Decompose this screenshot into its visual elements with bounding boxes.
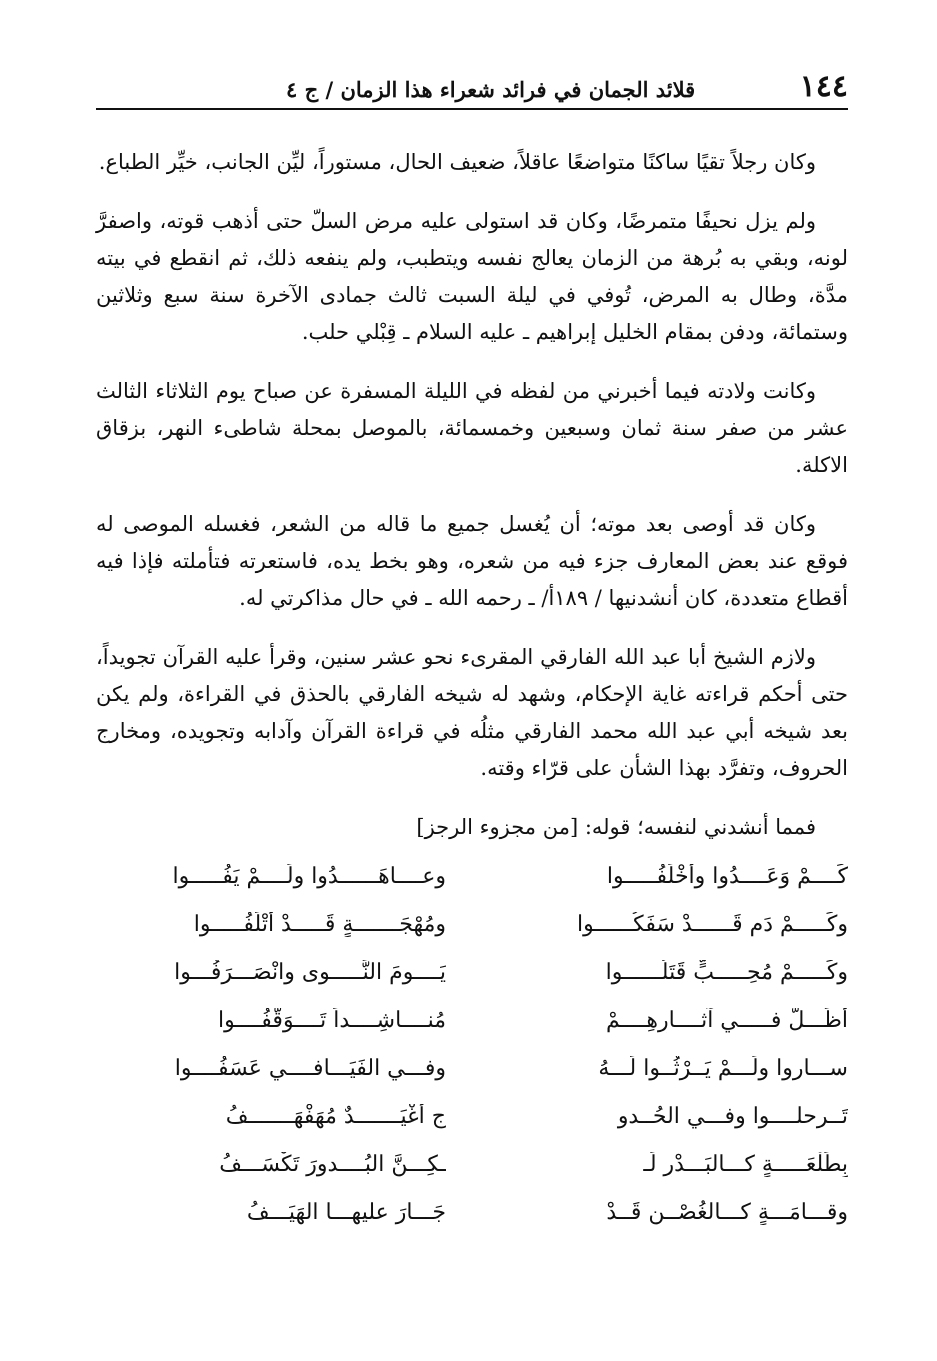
- poem: [96, 852, 848, 1236]
- paragraph: وكانت ولادته فيما أخبرني من لفظه في الليلة المسفرة عن صباح يوم الثلاثاء الثالث عشر من صفر سنة ثمان وسبعين وخمسمائة، بالموصل بمحلة شاطىء النهر، بزقاق الاكلة.: [96, 379, 848, 477]
- second-hemistich: ومُهْجَـــــــةٍ قَـــــدْ أَتْلَفُـــــوا: [193, 911, 446, 937]
- poem-verse: [96, 1140, 848, 1188]
- first-hemistich: أَظَـــلُّ فـــــي آثــــارِهِــــمْ: [605, 1007, 848, 1033]
- first-hemistich: ســـاروا ولَـــمْ يَــرْثُــوا لَـــهُ: [598, 1055, 848, 1081]
- poem-verse: [96, 1044, 848, 1092]
- poem-verse: [96, 852, 848, 900]
- second-hemistich: جَـــارَ عليهـــا الهَيَـــفُ: [246, 1199, 446, 1225]
- first-hemistich: وكَـــــمْ دَمٍ قَــــــدْ سَفَكُــــــوا: [577, 911, 848, 937]
- paragraph: ولم يزل نحيفًا متمرضًا، وكان قد استولى عليه مرض السلّ حتى أذهب قوته، واصفرَّ لونه، وبقي به بُرهة من الزمان يعالج نفسه ويتطبب، ولم ينفعه ذلك، ثم انقطع في بيته مدَّة، وطال به المرض، تُوفي في ليلة السبت ثالث جمادى الآخرة سنة سبع وثلاثين وستمائة، ودفن بمقام الخليل إبراهيم ـ عليه السلام ـ قِبْلي حلب.: [96, 209, 848, 344]
- running-title: قلائد الجمان في فرائد شعراء هذا الزمان / ج ٤: [286, 76, 696, 102]
- poem-verse: [96, 1092, 848, 1140]
- page-header: [96, 58, 848, 110]
- book-page: [96, 58, 848, 1236]
- second-hemistich: وعــــاهَــــــدُوا ولَــــمْ يَفُـــــوا: [172, 863, 446, 889]
- first-hemistich: وقـــامَـــةٍ كـــالغُصْــنِ قَــدْ: [606, 1199, 848, 1225]
- paragraph: وكان رجلاً تقيًا ساكنًا متواضعًا عاقلاً، ضعيف الحال، مستوراً، ليِّن الجانب، خيِّر الطباع.: [98, 150, 816, 174]
- poem-verse: [96, 996, 848, 1044]
- second-hemistich: جِ أَغْيَـــــــدٌ مُهَفْهَـــــــفُ: [225, 1103, 446, 1129]
- paragraph: وكان قد أوصى بعد موته؛ أن يُغسل جميع ما قاله من الشعر، فغسله الموصى له فوقع عند بعض المعارف جزء فيه من شعره، وهو بخط يده، فاستعرته فتأملته فإذا فيه أقطاع متعددة، كان أنشدنيها / ١٨٩أ/ ـ رحمه الله ـ في حال مذاكرتي له.: [96, 512, 848, 610]
- body-text: [96, 144, 848, 1236]
- first-hemistich: تَــرحلــــوا وفـــي الحُــدو: [617, 1103, 848, 1129]
- poem-verse: [96, 1188, 848, 1236]
- second-hemistich: مُنــــاشِــــداً تَــــوَقَّفُــــوا: [218, 1007, 446, 1033]
- poem-verse: [96, 948, 848, 996]
- paragraph: ولازم الشيخ أبا عبد الله الفارقي المقرىء نحو عشر سنين، وقرأ عليه القرآن تجويداً، حتى أحكم قراءته غاية الإحكام، وشهد له شيخه الفارقي بالحذق في القراءة، ولم يكن بعد شيخه أبي عبد الله محمد الفارقي مثلُه في قراءة القرآن وآدابه وتجويده، ومخارج الحروف، وتفرَّد بهذا الشأن على قرّاء وقته.: [96, 645, 848, 780]
- poem-intro: فمما أنشدني لنفسه؛ قوله: [من مجزوء الرجز]: [416, 815, 816, 839]
- first-hemistich: بِطَلْعَـــــةٍ كـــالبَـــدْرِ لَـ: [643, 1151, 848, 1177]
- first-hemistich: كَــــمْ وَعَــــدُوا وأَخْلَفُـــــوا: [606, 863, 848, 889]
- first-hemistich: وكَـــــمْ مُحِـــــبٍّ قَتَلُــــــوا: [605, 959, 848, 985]
- second-hemistich: ـكِـــنَّ البُــــدورَ تَكْسَـــفُ: [219, 1151, 446, 1177]
- poem-verse: [96, 900, 848, 948]
- second-hemistich: وفـــي الفَيَـــافــــي عَسَفُــــوا: [174, 1055, 446, 1081]
- second-hemistich: يَــــومَ النَّـــــوى وانْصَـــرَفُـــوا: [174, 959, 446, 985]
- page-number: ١٤٤: [799, 69, 848, 104]
